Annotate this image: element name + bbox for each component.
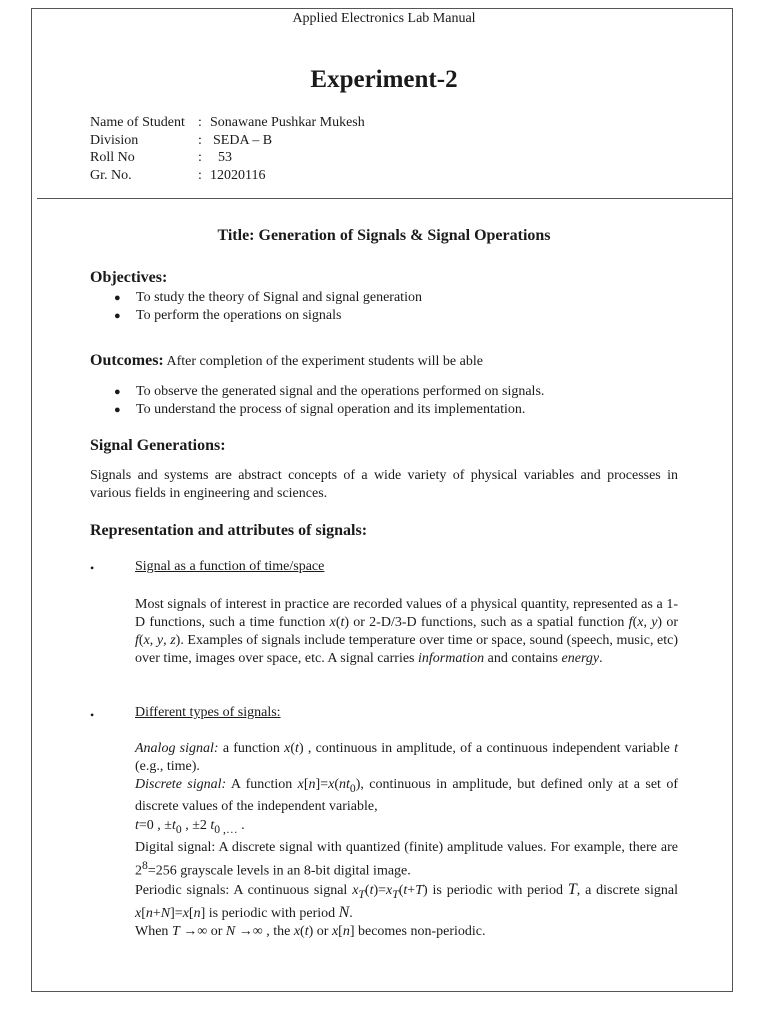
list-item: ● To study the theory of Signal and signal generation <box>114 289 684 307</box>
info-row-division <box>90 132 365 150</box>
info-value: 12020116 <box>210 167 266 183</box>
info-label: Name of Student <box>90 115 185 130</box>
signal-generations-heading: Signal Generations: <box>90 437 226 454</box>
periodic-signal-line: Periodic signals: A continuous signal $x_T(t)=x_T(t+T)$ is periodic with period T, a discrete signal x[n+N]=x[n] is periodic with period N. <box>135 880 678 921</box>
bullet-dot: • <box>90 561 95 575</box>
outcomes-intro: After completion of the experiment students will be able <box>166 354 483 369</box>
document-title: Title: Generation of Signals & Signal Operations <box>217 227 551 244</box>
info-label: Gr. No. <box>90 167 132 183</box>
bullet-title: Different types of signals: <box>135 705 281 720</box>
horizontal-divider <box>37 198 733 199</box>
outcomes-heading: Outcomes: <box>90 352 164 369</box>
page-header: Applied Electronics Lab Manual <box>292 11 476 26</box>
outcomes-line <box>90 352 483 370</box>
info-label: Division <box>90 132 139 148</box>
info-colon: : <box>198 167 202 183</box>
representation-heading: Representation and attributes of signals: <box>90 522 368 539</box>
info-row-name <box>90 114 365 132</box>
discrete-signal-line: Discrete signal: A function $x[n]=x(nt_0)$, continuous in amplitude, but defined only at a set of discrete values of the independent variable, <box>135 777 678 815</box>
list-item: ● To understand the process of signal operation and its implementation. <box>114 401 684 419</box>
types-paragraph <box>135 740 678 941</box>
bullet-title: Signal as a function of time/space <box>135 559 325 574</box>
student-info <box>90 114 365 184</box>
list-item: ● To observe the generated signal and the operations performed on signals. <box>114 383 684 401</box>
discrete-values-line: t=0 , $\pm t_0$ , ±2 $t_{0 ,\dots}$ . <box>135 817 245 836</box>
outcomes-list <box>114 383 684 419</box>
info-row-grno <box>90 167 365 185</box>
info-colon: : <box>198 115 202 130</box>
info-value: Sonawane Pushkar Mukesh <box>210 115 365 130</box>
list-item: ● To perform the operations on signals <box>114 307 684 325</box>
signal-generations-text: Signals and systems are abstract concepts of a wide variety of physical variables and processes in various fields in engineering and sciences. <box>90 468 678 501</box>
info-colon: : <box>198 132 202 148</box>
objectives-heading: Objectives: <box>90 269 168 286</box>
signal-function-paragraph: Most signals of interest in practice are recorded values of a physical quantity, represented as a 1-D functions, such a time function x(t) or 2-D/3-D functions, such as a spatial function f(x, y) or f(x, y, z). Examples of signals include temperature over time or space, sound (speech, music, etc) over time, images over space, etc. A signal carries information and contains energy. <box>135 597 679 666</box>
bullet-dot: • <box>90 708 95 722</box>
non-periodic-line: When T →∞ or N →∞ , the x(t) or x[n] becomes non-periodic. <box>135 923 486 939</box>
analog-signal-line: Analog signal: a function x(t) , continuous in amplitude, of a continuous independent variable t (e.g., time). <box>135 741 678 775</box>
info-label: Roll No <box>90 150 135 166</box>
digital-signal-line: Digital signal: A discrete signal with quantized (finite) amplitude values. For example, there are $2^8=256$ grayscale levels in an 8-bit digital image. <box>135 839 678 879</box>
info-colon: : <box>198 150 202 166</box>
experiment-title: Experiment-2 <box>310 66 458 93</box>
info-value: SEDA – B <box>213 132 273 148</box>
info-value: 53 <box>218 150 232 166</box>
objectives-list <box>114 289 684 325</box>
info-row-roll <box>90 149 365 167</box>
